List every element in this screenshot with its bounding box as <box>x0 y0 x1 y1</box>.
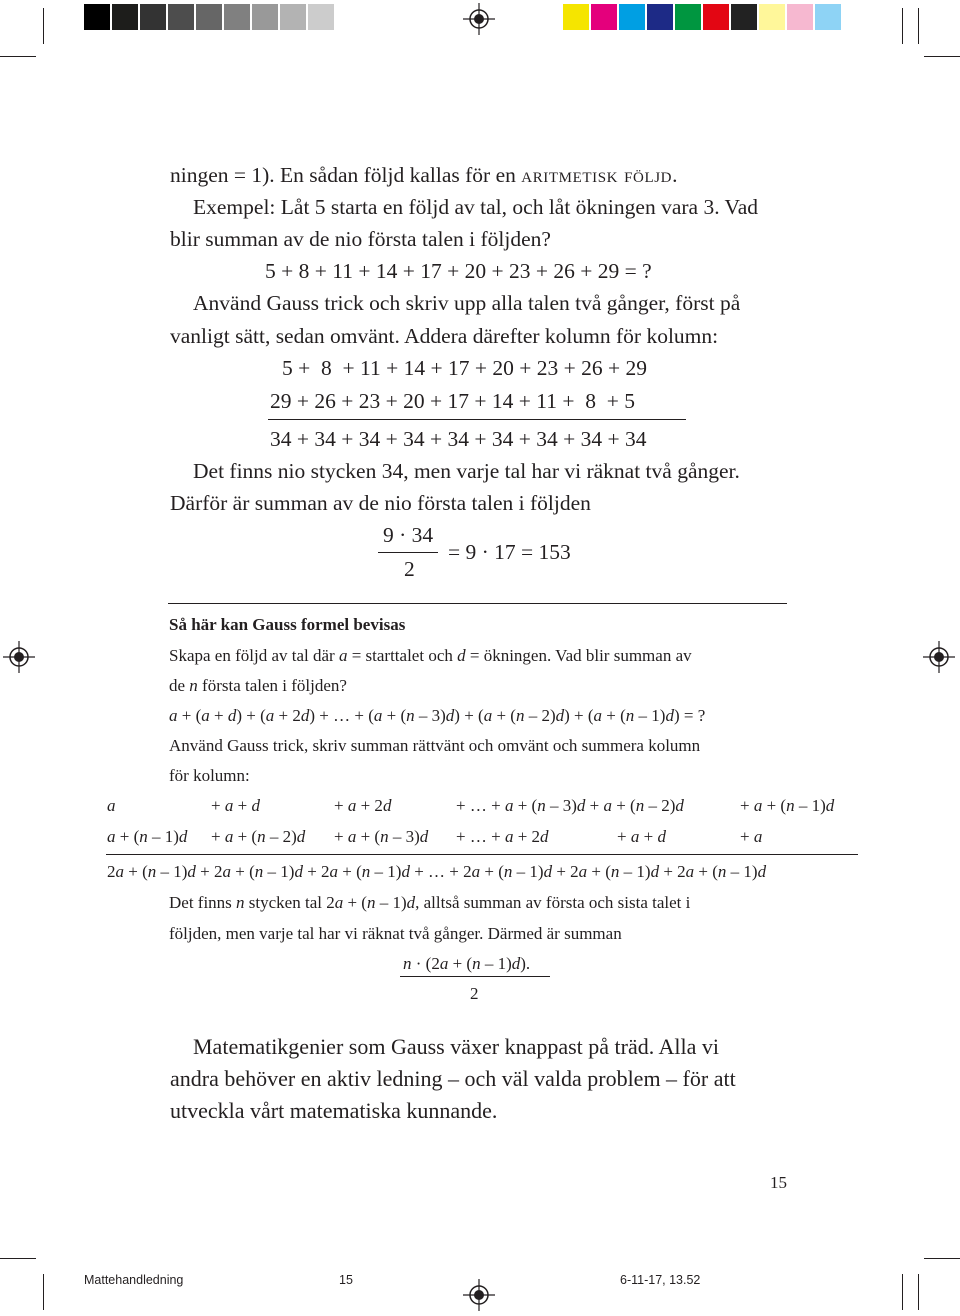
formula-cell: a + (n – 1)d <box>107 827 188 846</box>
box-heading: Så här kan Gauss formel bevisas <box>169 615 406 634</box>
text-line: blir summan av de nio första talen i följden? <box>170 227 551 251</box>
formula-cell: + a + d <box>617 827 666 846</box>
crop-mark <box>902 8 903 44</box>
registration-mark-icon <box>462 1278 496 1312</box>
fraction-result: = 9 · 17 = 153 <box>448 540 571 564</box>
formula-cell: + a + 2d <box>334 796 392 815</box>
formula-cell: a <box>107 796 116 815</box>
text-line: vanligt sätt, sedan omvänt. Addera därefter kolumn för kolumn: <box>170 324 719 348</box>
addition-row-reverse: 29 + 26 + 23 + 20 + 17 + 14 + 11 + 8 + 5 <box>270 389 635 413</box>
crop-mark <box>43 8 44 44</box>
fraction-numerator: 9 · 34 <box>383 523 434 547</box>
crop-mark <box>43 1274 44 1310</box>
color-swatch <box>140 4 166 30</box>
crop-mark <box>902 1274 903 1310</box>
text-line: andra behöver en aktiv ledning – och väl valda problem – för att <box>170 1066 736 1091</box>
color-swatch <box>252 4 278 30</box>
crop-mark <box>924 1258 960 1259</box>
color-swatch <box>759 4 785 30</box>
color-swatch <box>619 4 645 30</box>
text-line: Därför är summan av de nio första talen i följden <box>170 491 591 515</box>
color-swatch <box>647 4 673 30</box>
formula-line: a + (a + d) + (a + 2d) + … + (a + (n – 3)d) + (a + (n – 2)d) + (a + (n – 1)d) = ? <box>169 706 706 725</box>
formula-cell: + a + (n – 1)d <box>740 796 835 815</box>
fraction-bar <box>400 976 550 977</box>
color-swatch <box>280 4 306 30</box>
color-swatch <box>168 4 194 30</box>
formula-cell: + a + (n – 3)d <box>334 827 429 846</box>
color-swatch <box>84 4 110 30</box>
crop-mark <box>918 1274 919 1310</box>
footer-left: Mattehandledning <box>84 1273 184 1287</box>
footer-right: 6-11-17, 13.52 <box>620 1273 701 1287</box>
text-line: för kolumn: <box>169 766 250 785</box>
text-line: Exempel: Låt 5 starta en följd av tal, och låt ökningen vara 3. Vad <box>193 195 758 219</box>
formula-cell: + … + a + 2d <box>456 827 549 846</box>
addition-row-sum: 34 + 34 + 34 + 34 + 34 + 34 + 34 + 34 + 34 <box>270 427 647 451</box>
text-line: Använd Gauss trick och skriv upp alla talen två gånger, först på <box>193 291 741 315</box>
formula-cell: + … + a + (n – 3)d + a + (n – 2)d <box>456 796 684 815</box>
sum-rule <box>106 854 858 855</box>
text-line <box>170 159 677 191</box>
text-segment: . <box>672 163 678 187</box>
formula-sum-row: 2a + (n – 1)d + 2a + (n – 1)d + 2a + (n – 1)d + … + 2a + (n – 1)d + 2a + (n – 1)d + 2a + (n – 1)d <box>107 862 767 881</box>
color-swatch <box>563 4 589 30</box>
color-swatch <box>703 4 729 30</box>
color-swatch <box>196 4 222 30</box>
text-line: Skapa en följd av tal där a = starttalet och d = ökningen. Vad blir summan av <box>169 646 692 665</box>
text-line: de n första talen i följden? <box>169 676 347 695</box>
text-line: Använd Gauss trick, skriv summan rättvänt och omvänt och summera kolumn <box>169 736 701 755</box>
color-swatch <box>815 4 841 30</box>
formula-fraction-denominator: 2 <box>470 984 479 1003</box>
registration-mark-icon <box>922 640 956 674</box>
text-line: Det finns n stycken tal 2a + (n – 1)d, alltså summan av första och sista talet i <box>169 893 691 912</box>
crop-mark <box>918 8 919 44</box>
text-line: utveckla vårt matematiska kunnande. <box>170 1098 498 1123</box>
formula-fraction-numerator: n · (2a + (n – 1)d). <box>403 954 531 973</box>
color-swatch <box>731 4 757 30</box>
color-swatch <box>591 4 617 30</box>
crop-mark <box>0 56 36 57</box>
sum-rule <box>268 419 686 420</box>
text-segment: ningen = 1). En sådan följd kallas för en <box>170 163 522 187</box>
page-number: 15 <box>770 1173 787 1192</box>
crop-mark <box>0 1258 36 1259</box>
formula-cell: + a + d <box>211 796 260 815</box>
section-rule <box>168 603 787 604</box>
text-line: Det finns nio stycken 34, men varje tal har vi räknat två gånger. <box>193 459 740 483</box>
color-swatch <box>224 4 250 30</box>
color-swatch <box>675 4 701 30</box>
text-line: följden, men varje tal har vi räknat två gånger. Därmed är summan <box>169 924 622 943</box>
color-swatch <box>308 4 334 30</box>
color-swatch <box>112 4 138 30</box>
fraction-denominator: 2 <box>404 557 415 581</box>
color-swatch <box>787 4 813 30</box>
registration-mark-icon <box>462 2 496 36</box>
crop-mark <box>924 56 960 57</box>
addition-row-forward: 5 + 8 + 11 + 14 + 17 + 20 + 23 + 26 + 29 <box>282 356 647 380</box>
formula-cell: + a + (n – 2)d <box>211 827 306 846</box>
equation-sum: 5 + 8 + 11 + 14 + 17 + 20 + 23 + 26 + 29 = ? <box>265 259 652 283</box>
registration-mark-icon <box>2 640 36 674</box>
term-small-caps: aritmetisk följd <box>521 163 673 187</box>
footer-center: 15 <box>339 1273 353 1287</box>
formula-cell: + a <box>740 827 763 846</box>
text-line: Matematikgenier som Gauss växer knappast på träd. Alla vi <box>193 1034 720 1059</box>
